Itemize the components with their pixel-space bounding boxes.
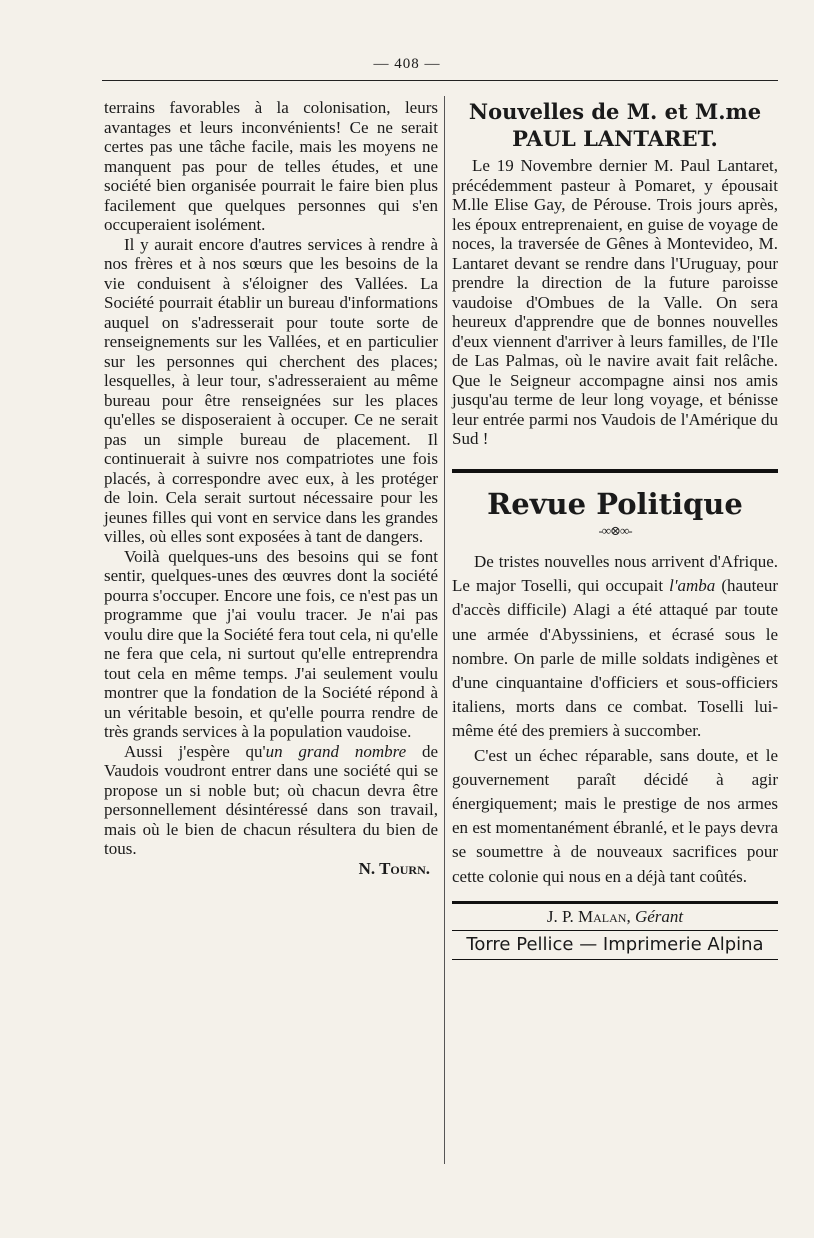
news-paragraph: Le 19 Novembre dernier M. Paul Lantaret, précédemment pasteur à Pomaret, y épousait M.lle Elise Gay, de Pérouse. Trois jours après, les époux entreprenaient, en guise de voyage de noces, la traversée de Gênes à Montevideo, M. Lantaret devant se rendre dans l'Uruguay, pour prendre la direction de la future paroisse vaudoise d'Ombues de la Valle. On sera heureux d'apprendre que de bonnes nouvelles d'eux viennent d'arriver à leurs familles, de l'Ile de Las Palmas, où le navire avait fait relâche. Que le Seigneur accompagne ainsi nos amis jusqu'au terme de leur long voyage, et bénisse leur entrée parmi nos Vaudois de l'Amérique du Sud !: [452, 156, 778, 448]
revue-paragraph-1-emphasis: l'amba: [669, 576, 716, 596]
revue-heading: Revue Politique: [487, 486, 743, 521]
news-heading: [452, 98, 778, 152]
left-paragraph-4-rest: de Vaudois voudront entrer dans une société qui se propose un si noble but; où chacun devra être personnellement désintéressé dans son travail, mais où le bien de chacun résultera du bien de tous.: [104, 741, 438, 858]
revue-paragraph-1: [452, 550, 778, 744]
left-paragraph-2: Il y aurait encore d'autres services à rendre à nos frères et à nos sœurs que les besoins de la vie conduisent à s'éloigner des Vallées. La Société pourrait établir un bureau d'informations auquel on s'adresserait pour toute sorte de renseignements sur les Vallées, et en particulier sur les personnes qui cherchent des places; lesquelles, à leur tour, s'adresseraient au même bureau pour être renseignées sur les places qu'elles se disposeraient à occuper. Ce ne serait pas un simple bureau de placement. Il continuerait à suivre nos compatriotes une fois placés, à correspondre avec eux, à les protéger de loin. Cela serait surtout nécessaire pour les jeunes filles qui vont en service dans les grandes villes, où elles sont exposées à tant de dangers.: [104, 234, 438, 546]
left-paragraph-4-start: Aussi j'espère qu': [124, 741, 266, 761]
column-divider: [444, 96, 445, 1164]
revue-paragraph-2: C'est un échec réparable, sans doute, et le gouvernement paraît décidé à agir énergiquement; mais le prestige de nos armes en est momentanément ébranlé, et le pays devra se soumettre à de nouveaux sacrifices pour cette colonie qui nous en a déjà tant coûtés.: [452, 745, 778, 886]
revue-paragraph-1-start: De tristes nouvelles nous arrivent d'Afrique. Le major Toselli, qui occupait: [452, 552, 778, 596]
left-paragraph-4: [104, 742, 438, 859]
right-column: [452, 98, 778, 960]
gerant-name: J. P. Malan,: [546, 906, 631, 926]
printer-imprint: Torre Pellice — Imprimerie Alpina: [466, 933, 764, 955]
left-paragraph-1: terrains favorables à la colonisation, leurs avantages et leurs inconvénients! Ce ne serait certes pas une tâche facile, mais les moyens ne manquent pas pour de telles études, et une société bien organisée pourrait le faire bien plus facilement que quelques personnes qui s'en occuperaient isolément.: [104, 98, 438, 234]
page-number: — 408 —: [373, 56, 441, 72]
news-heading-line1: Nouvelles de M. et M.me: [468, 99, 762, 124]
footer-rule-bottom: [452, 959, 778, 960]
gerant-title: Gérant: [634, 906, 684, 926]
gerant-line: [452, 904, 778, 930]
revue-paragraph-1-rest: (hauteur d'accès difficile) Alagi a été attaqué par toute une armée d'Abyssiniens, et écrasé sous le nombre. On parle de mille soldats indigènes et d'une cinquantaine d'officiers et sous-officiers italiens, morts dans ce combat. Toselli lui-même été des premiers à succomber.: [452, 576, 779, 741]
left-column: [104, 98, 438, 878]
header-rule: [102, 80, 778, 81]
left-paragraph-3: Voilà quelques-uns des besoins qui se font sentir, quelques-unes des œuvres dont la société pourra s'occuper. Encore une fois, ce n'est pas un programme que j'ai voulu tracer. Je n'ai pas voulu dire que la Société fera tout cela, ni qu'elle ne fera que cela, ni surtout qu'elle entreprendra tout cela en même temps. J'ai seulement voulu montrer que la fondation de la Société répond à un véritable besoin, et qu'elle pourra rendre de très grands services à la population vaudoise.: [104, 546, 438, 741]
left-paragraph-4-emphasis: un grand nombre: [265, 741, 407, 761]
news-heading-line2: PAUL LANTARET.: [512, 126, 718, 151]
ornament-divider: -∞⊗∞-: [598, 522, 632, 538]
section-rule: [452, 469, 778, 473]
revue-body: [452, 550, 778, 889]
author-signature: N. Tourn.: [358, 858, 430, 878]
